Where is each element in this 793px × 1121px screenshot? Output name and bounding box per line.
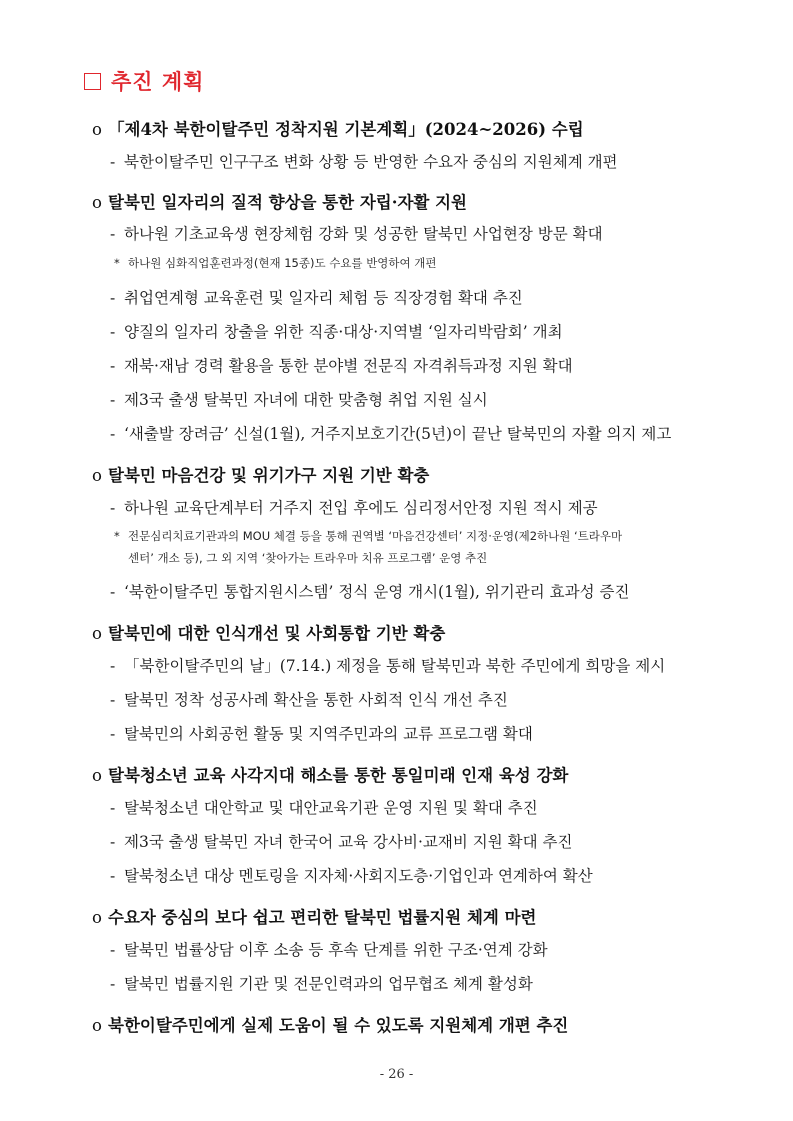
item-text: 탈북민 법률상담 이후 소송 등 후속 단계를 위한 구조·연계 강화 xyxy=(124,941,548,959)
plan-heading xyxy=(92,189,467,213)
dash-bullet-icon: - xyxy=(110,799,116,817)
item-text: 제3국 출생 탈북민 자녀 한국어 교육 강사비·교재비 지원 확대 추진 xyxy=(124,833,573,851)
plan-note-continued xyxy=(128,550,487,566)
plan-heading xyxy=(92,762,568,786)
dash-bullet-icon: - xyxy=(110,153,116,171)
circle-bullet-icon: o xyxy=(92,466,102,485)
asterisk-icon: * xyxy=(114,529,120,543)
item-text: 탈북청소년 대상 멘토링을 지자체·사회지도층·기업인과 연계하여 확산 xyxy=(124,867,593,885)
plan-heading xyxy=(92,904,537,928)
plan-detail xyxy=(110,580,629,602)
plan-detail xyxy=(110,972,533,994)
item-text: 북한이탈주민 인구구조 변화 상황 등 반영한 수요자 중심의 지원체계 개편 xyxy=(124,153,618,171)
dash-bullet-icon: - xyxy=(110,289,116,307)
dash-bullet-icon: - xyxy=(110,357,116,375)
plan-detail xyxy=(110,496,598,518)
dash-bullet-icon: - xyxy=(110,975,116,993)
plan-detail xyxy=(110,286,523,308)
circle-bullet-icon: o xyxy=(92,193,102,212)
plan-detail xyxy=(110,222,603,244)
plan-heading xyxy=(92,462,429,486)
dash-bullet-icon: - xyxy=(110,323,116,341)
item-text: 탈북민의 사회공헌 활동 및 지역주민과의 교류 프로그램 확대 xyxy=(124,725,533,743)
item-text: 북한이탈주민에게 실제 도움이 될 수 있도록 지원체계 개편 추진 xyxy=(108,1016,569,1035)
plan-detail xyxy=(110,388,488,410)
item-text: 양질의 일자리 창출을 위한 직종·대상·지역별 ‘일자리박람회’ 개최 xyxy=(124,323,563,341)
item-text: 탈북민 법률지원 기관 및 전문인력과의 업무협조 체계 활성화 xyxy=(124,975,533,993)
dash-bullet-icon: - xyxy=(110,691,116,709)
dash-bullet-icon: - xyxy=(110,941,116,959)
dash-bullet-icon: - xyxy=(110,867,116,885)
dash-bullet-icon: - xyxy=(110,425,116,443)
item-text: 전문심리치료기관과의 MOU 체결 등을 통해 권역별 ‘마음건강센터’ 지정·운영(제2하나원 ‘트라우마 xyxy=(128,529,623,543)
item-text: 하나원 교육단계부터 거주지 전입 후에도 심리정서안정 지원 적시 제공 xyxy=(124,499,598,517)
dash-bullet-icon: - xyxy=(110,391,116,409)
item-text: 탈북민 마음건강 및 위기가구 지원 기반 확충 xyxy=(108,466,430,485)
dash-bullet-icon: - xyxy=(110,725,116,743)
plan-detail xyxy=(110,688,508,710)
item-text: 탈북민 일자리의 질적 향상을 통한 자립·자활 지원 xyxy=(108,193,467,212)
section-title xyxy=(84,66,204,96)
dash-bullet-icon: - xyxy=(110,225,116,243)
square-bullet-icon xyxy=(84,73,101,90)
circle-bullet-icon: o xyxy=(92,120,102,139)
circle-bullet-icon: o xyxy=(92,908,102,927)
item-text: 하나원 심화직업훈련과정(현재 15종)도 수요를 반영하여 개편 xyxy=(128,256,437,270)
plan-note xyxy=(114,255,437,271)
plan-detail xyxy=(110,830,572,852)
plan-detail xyxy=(110,654,665,676)
item-text: 수요자 중심의 보다 쉽고 편리한 탈북민 법률지원 체계 마련 xyxy=(108,908,537,927)
dash-bullet-icon: - xyxy=(110,657,116,675)
item-text: 하나원 기초교육생 현장체험 강화 및 성공한 탈북민 사업현장 방문 확대 xyxy=(124,225,603,243)
item-text: 탈북민 정착 성공사례 확산을 통한 사회적 인식 개선 추진 xyxy=(124,691,508,709)
item-text: 제3국 출생 탈북민 자녀에 대한 맞춤형 취업 지원 실시 xyxy=(124,391,488,409)
item-text: 「북한이탈주민의 날」(7.14.) 제정을 통해 탈북민과 북한 주민에게 희망을 제시 xyxy=(124,657,666,675)
plan-detail xyxy=(110,150,618,172)
dash-bullet-icon: - xyxy=(110,583,116,601)
plan-detail xyxy=(110,320,563,342)
dash-bullet-icon: - xyxy=(110,499,116,517)
plan-heading xyxy=(92,116,584,140)
plan-detail xyxy=(110,722,533,744)
plan-heading xyxy=(92,620,445,644)
section-title-text: 추진 계획 xyxy=(111,70,205,94)
plan-detail xyxy=(110,938,548,960)
plan-note xyxy=(114,528,622,544)
item-text: 탈북민에 대한 인식개선 및 사회통합 기반 확충 xyxy=(108,624,446,643)
item-text: 센터’ 개소 등), 그 외 지역 ‘찾아가는 트라우마 치유 프로그램’ 운영 추진 xyxy=(128,551,488,565)
item-text: ‘새출발 장려금’ 신설(1월), 거주지보호기간(5년)이 끝난 탈북민의 자활 의지 제고 xyxy=(124,425,672,443)
circle-bullet-icon: o xyxy=(92,624,102,643)
item-text: 재북·재남 경력 활용을 통한 분야별 전문직 자격취득과정 지원 확대 xyxy=(124,357,573,375)
plan-detail xyxy=(110,422,671,444)
dash-bullet-icon: - xyxy=(110,833,116,851)
item-text: 탈북청소년 교육 사각지대 해소를 통한 통일미래 인재 육성 강화 xyxy=(108,766,569,785)
plan-detail xyxy=(110,796,538,818)
plan-detail xyxy=(110,864,593,886)
item-text: ‘북한이탈주민 통합지원시스템’ 정식 운영 개시(1월), 위기관리 효과성 증진 xyxy=(124,583,630,601)
plan-detail xyxy=(110,354,573,376)
asterisk-icon: * xyxy=(114,256,120,270)
item-text: 탈북청소년 대안학교 및 대안교육기관 운영 지원 및 확대 추진 xyxy=(124,799,538,817)
page-number: - 26 - xyxy=(379,1067,414,1082)
plan-heading xyxy=(92,1012,568,1036)
item-text: 취업연계형 교육훈련 및 일자리 체험 등 직장경험 확대 추진 xyxy=(124,289,523,307)
circle-bullet-icon: o xyxy=(92,766,102,785)
circle-bullet-icon: o xyxy=(92,1016,102,1035)
item-text: 「제4차 북한이탈주민 정착지원 기본계획」(2024~2026) 수립 xyxy=(108,120,584,139)
